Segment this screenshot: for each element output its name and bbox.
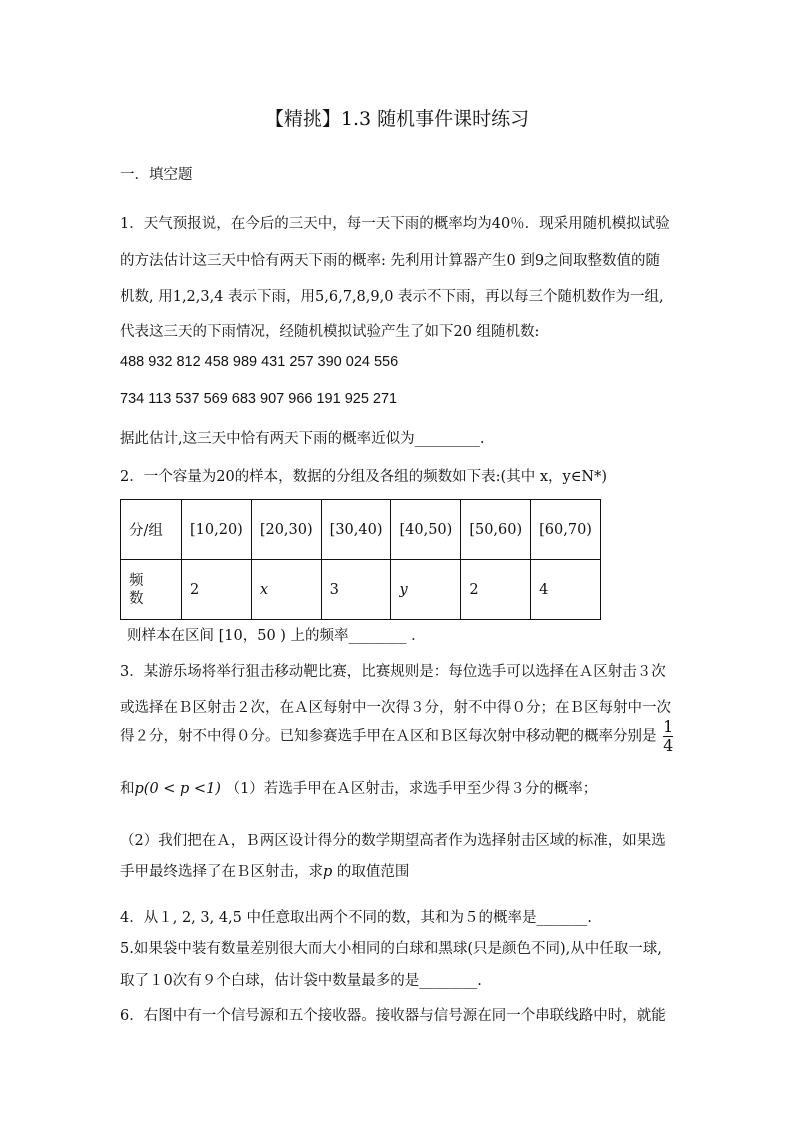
- q1-random-numbers-1: 488 932 812 458 989 431 257 390 024 556: [120, 354, 399, 370]
- table-cell-group: [60,70): [531, 500, 601, 560]
- q4-text: 4．从１, 2, 3, 4,5 中任意取出两个不同的数，其和为５的概率是_______.: [120, 910, 592, 926]
- section-heading: 一．填空题: [120, 167, 193, 183]
- table-cell-group: [50,60): [461, 500, 531, 560]
- q6-line-1: 6．右图中有一个信号源和五个接收器。接收器与信号源在同一个串联线路中时，就能: [120, 1008, 666, 1024]
- table-cell-count: y: [391, 560, 461, 620]
- page-title: 【精挑】1.3 随机事件课时练习: [264, 108, 530, 130]
- q3-line-6-prefix: 手甲最终选择了在Ｂ区射击，求: [120, 864, 323, 880]
- fraction-numerator: 1: [663, 717, 674, 736]
- table-row-label: [121, 560, 182, 620]
- table-cell-count: x: [251, 560, 321, 620]
- q1-random-numbers-2: 734 113 537 569 683 907 966 191 925 271: [120, 391, 398, 407]
- table-cell-count: 2: [461, 560, 531, 620]
- table-cell-count: 4: [531, 560, 601, 620]
- q3-line-5: （2）我们把在Ａ，Ｂ两区设计得分的数学期望高者作为选择射击区域的标准，如果选: [120, 833, 666, 849]
- q3-line-6-suffix: 的取值范围: [336, 864, 410, 880]
- fraction-denominator: 4: [663, 736, 674, 755]
- q2-intro: 2．一个容量为20的样本，数据的分组及各组的频数如下表:(其中 x，y∈N*): [120, 469, 608, 485]
- row-label-part-2: 数: [129, 590, 144, 607]
- table-cell-group: [20,30): [251, 500, 321, 560]
- q3-line-1: 3．某游乐场将举行狙击移动靶比赛，比赛规则是：每位选手可以选择在Ａ区射击３次: [120, 664, 666, 680]
- q3-line-6: [120, 860, 409, 881]
- q3-line-3-wrap: [120, 718, 673, 755]
- row-label-part-1: 频: [129, 572, 144, 589]
- q5-line-1: 5.如果袋中装有数量差别很大而大小相同的白球和黑球(只是颜色不同),从中任取一球,: [120, 941, 662, 957]
- q3-line-3: 得２分，射不中得０分。已知参赛选手甲在Ａ区和Ｂ区每次射中移动靶的概率分别是: [120, 728, 657, 745]
- q1-line-3: 机数, 用1,2,3,4 表示下雨，用5,6,7,8,9,0 表示不下雨，再以每三个随机数作为一组,: [120, 289, 664, 305]
- table-cell-group: [40,50): [391, 500, 461, 560]
- q3-line-4-prefix: 和: [120, 781, 135, 797]
- table-row: [121, 560, 601, 620]
- table-cell-count: 3: [321, 560, 391, 620]
- q3-line-2: 或选择在Ｂ区射击２次，在Ａ区每射中一次得３分，射不中得０分；在Ｂ区每射中一次: [120, 700, 671, 716]
- q3-part-1: （1）若选手甲在Ａ区射击，求选手甲至少得３分的概率；: [225, 781, 598, 797]
- q2-after-table: 则样本在区间 [10，50 ) 上的频率________ ．: [127, 628, 426, 644]
- fraction-one-quarter: [663, 718, 673, 755]
- q3-condition-math: p(0 < p <1): [134, 781, 221, 797]
- q3-line-4: [120, 777, 597, 798]
- frequency-table: [120, 499, 601, 620]
- q1-line-1: 1．天气预报说，在今后的三天中，每一天下雨的概率均为40％．现采用随机模拟试验: [120, 216, 670, 232]
- q3-var-p: p: [323, 864, 333, 880]
- q1-line-4: 代表这三天的下雨情况，经随机模拟试验产生了如下20 组随机数:: [120, 324, 540, 340]
- table-cell-group: [30,40): [321, 500, 391, 560]
- q5-line-2: 取了１0次有９个白球，估计袋中数量最多的是________.: [120, 973, 482, 989]
- q1-line-7: 据此估计,这三天中恰有两天下雨的概率近似为_________.: [120, 431, 485, 447]
- table-row: [121, 500, 601, 560]
- table-header-label: 分/组: [121, 500, 182, 560]
- table-cell-count: 2: [182, 560, 252, 620]
- table-cell-group: [10,20): [182, 500, 252, 560]
- q1-line-2: 的方法估计这三天中恰有两天下雨的概率: 先利用计算器产生0 到9之间取整数值的随: [120, 253, 661, 269]
